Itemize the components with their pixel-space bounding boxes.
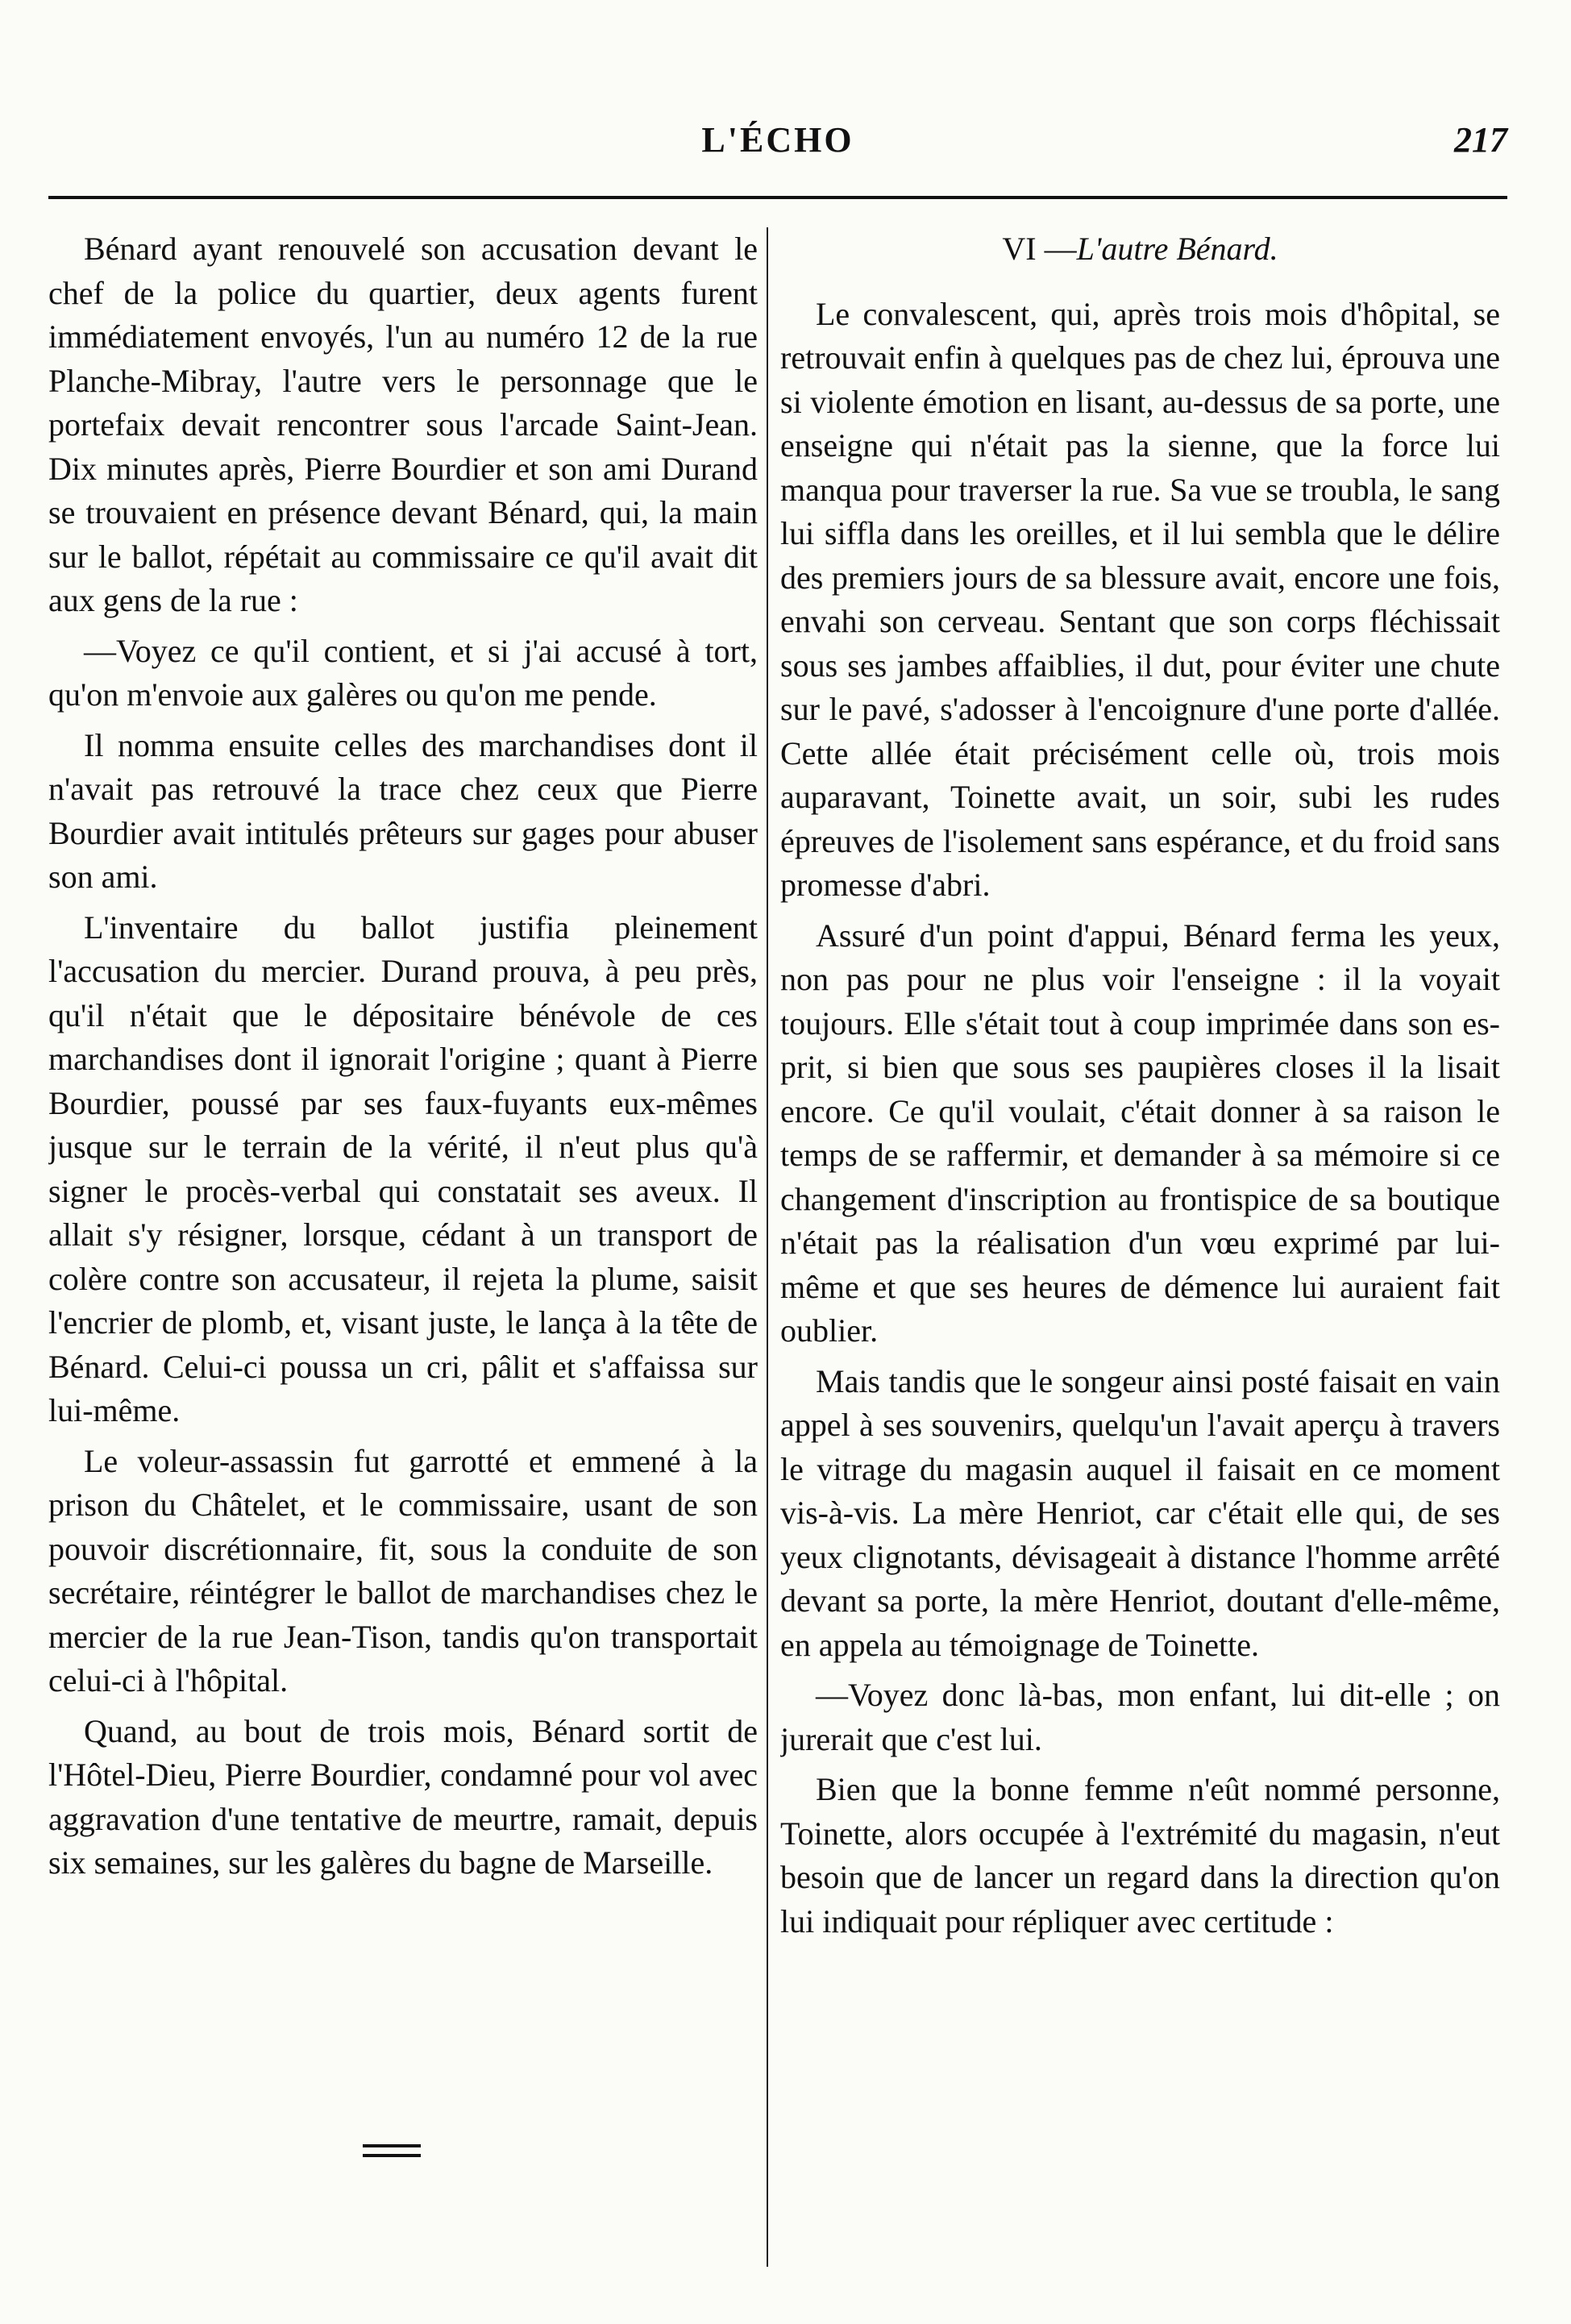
paragraph: Quand, au bout de trois mois, Bénard sortit de l'Hôtel-Dieu, Pierre Bourdier, condamné pour vol avec aggravation d'une tentative de meurtre, ramait, depuis six semaines, sur les galères du bagne de Marseille. xyxy=(48,1712,758,1881)
page-number: 217 xyxy=(1454,120,1507,160)
column-divider xyxy=(767,227,768,2267)
paragraph: Il nomma ensuite celles des marchandises dont il n'avait pas retrouvé la trace chez ceux que Pierre Bourdier avait intitulés prêteurs sur gages pour abuser son ami. xyxy=(48,726,758,895)
paragraph: —Voyez donc là-bas, mon enfant, lui dit-elle ; on jurerait que c'est lui. xyxy=(780,1677,1500,1757)
paragraph: Mais tandis que le songeur ainsi posté faisait en vain appel à ses souvenirs, quelqu'un l'avait aperçu à travers le vitrage du magasin auquel il faisait en ce moment vis-à-vis. La mère Henriot, car c'était elle qui, de ses yeux clignotants, dévisageait à distance l'homme arrêté devant sa porte, la mère Henriot, doutant d'elle-même, en appela au témoignage de Toinette. xyxy=(780,1362,1500,1663)
paragraph: Assuré d'un point d'appui, Bénard ferma les yeux, non pas pour ne plus voir l'enseigne : il la voyait toujours. Elle s'était tout à coup imprimée dans son esprit, si bien que sous ses paupières closes il la lisait encore. Ce qu'il voulait, c'était donner à sa raison le temps de se raffermir, et demander à sa mémoire si ce changement d'inscription au frontispice de sa boutique n'était pas la réalisation d'un vœu exprimé par lui-même et que ses heures de démence lui auraient fait oublier. xyxy=(780,917,1500,1349)
running-title: L'ÉCHO xyxy=(701,120,854,160)
left-column xyxy=(48,227,758,2291)
chapter-number: VI — xyxy=(1002,231,1077,267)
paragraph: —Voyez ce qu'il contient, et si j'ai accusé à tort, qu'on m'envoie aux galères ou qu'on me pende. xyxy=(48,632,758,713)
chapter-title xyxy=(780,227,1500,272)
paragraph: Bien que la bonne femme n'eût nommé personne, Toinette, alors occupée à l'extrémité du magasin, n'eut besoin que de lancer un regard dans la direction qu'on lui indiquait pour répliquer avec certitude : xyxy=(780,1771,1500,1939)
header-rule xyxy=(48,196,1507,199)
paragraph: Le convalescent, qui, après trois mois d'hôpital, se retrouvait enfin à quelques pas de chez lui, éprouva une si violente émotion en lisant, au-dessus de sa porte, une enseigne qui n'était pas la sienne, que la force lui manqua pour traverser la rue. Sa vue se troubla, le sang lui siffla dans les oreilles, et il lui sembla que le délire des premiers jours de sa blessure avait, encore une fois, envahi son cerveau. Sentant que son corps fléchissait sous ses jambes affaiblies, il dut, pour éviter une chute sur le pavé, s'adosser à l'encoignure d'une porte d'allée. Cette allée était précisément celle où, trois mois auparavant, Toinette avait, un soir, subi les rudes épreuves de l'isolement sans espérance, et du froid sans promesse d'abri. xyxy=(780,295,1500,903)
section-end-rule xyxy=(363,2144,421,2164)
paragraph: Bénard ayant renouvelé son accusation devant le chef de la police du quartier, deux agents furent immédiatement envoyés, l'un au numéro 12 de la rue Planche-Mibray, l'autre vers le personnage que le portefaix devait rencontrer sous l'arcade Saint-Jean. Dix minutes après, Pierre Bourdier et son ami Durand se trouvaient en présence devant Bénard, qui, la main sur le ballot, répétait au commissaire ce qu'il avait dit aux gens de la rue : xyxy=(48,231,758,618)
paragraph: L'inventaire du ballot justifia pleinement l'accusation du mercier. Durand prouva, à peu près, qu'il n'était que le dépositaire bénévole de ces marchandises dont il ignorait l'origine ; quant à Pierre Bourdier, poussé par ses faux-fuyants eux-mêmes jusque sur le terrain de la vérité, il n'eut plus qu'à signer le procès-verbal qui constatait ses aveux. Il allait s'y résigner, lorsque, cédant à un transport de colère contre son accusateur, il rejeta la plume, saisit l'encrier de plomb, et, visant juste, le lança à la tête de Bénard. Celui-ci poussa un cri, pâlit et s'affaissa sur lui-même. xyxy=(48,908,758,1428)
running-head xyxy=(48,119,1507,176)
chapter-name: L'autre Bénard. xyxy=(1076,231,1278,267)
paragraph: Le voleur-assassin fut garrotté et emmené à la prison du Châtelet, et le commissaire, usant de son pouvoir discrétionnaire, fit, sous la conduite de son secrétaire, réintégrer le ballot de marchandises chez le mercier de la rue Jean-Tison, tandis qu'on transportait celui-ci à l'hôpital. xyxy=(48,1442,758,1698)
right-column xyxy=(780,227,1500,2291)
